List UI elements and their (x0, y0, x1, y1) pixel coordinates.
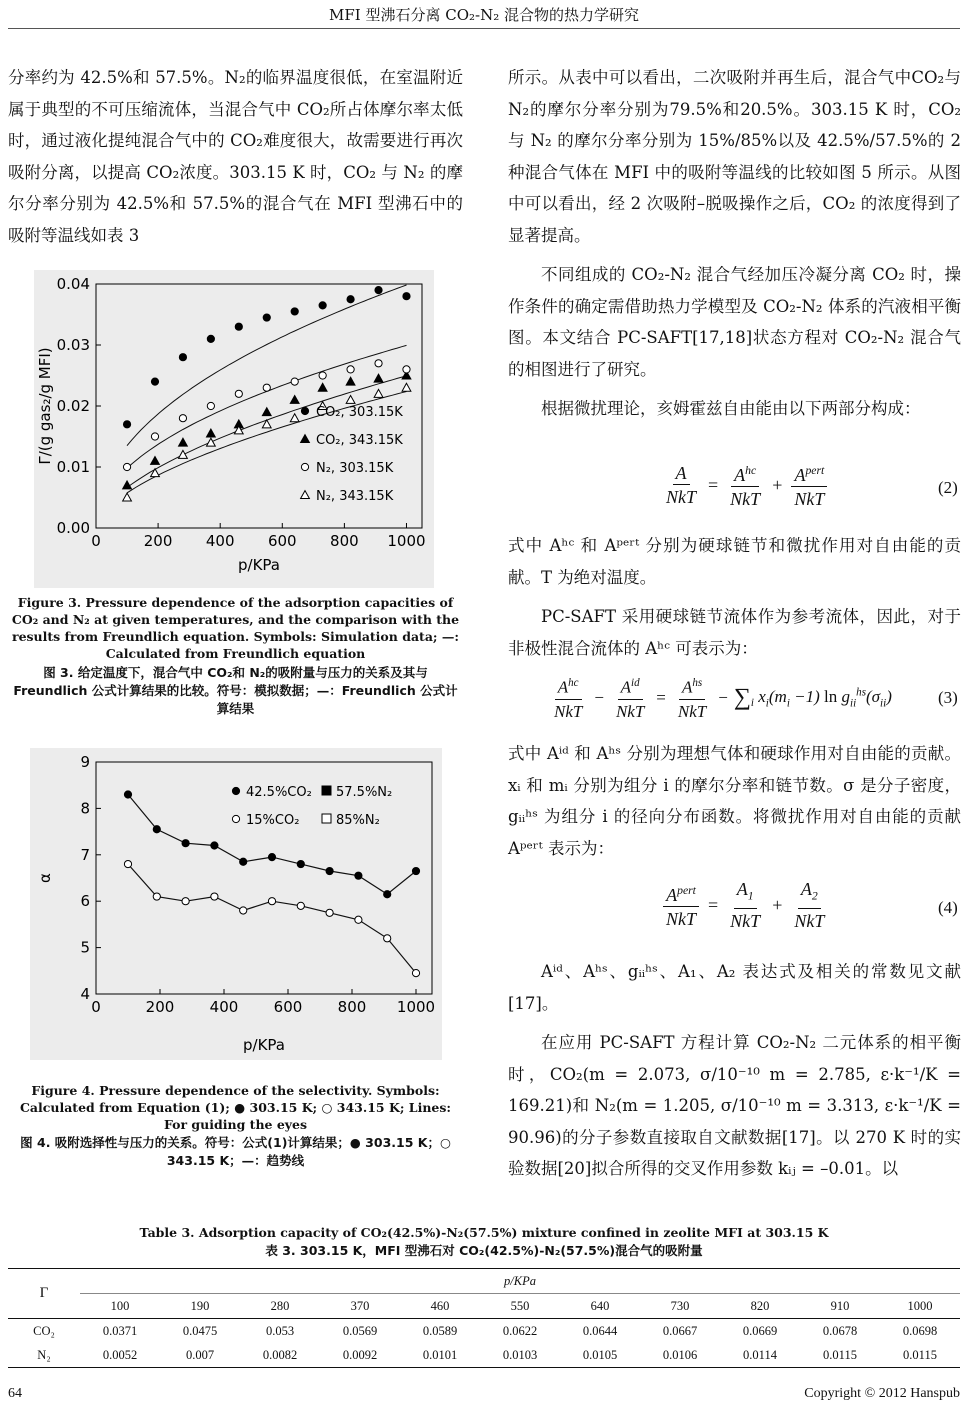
x-tick-label: 800 (330, 532, 359, 550)
legend-marker (301, 463, 308, 470)
data-point-series-2 (151, 433, 158, 440)
legend-label: 57.5%N₂ (336, 785, 393, 800)
legend-label: N₂, 343.15K (316, 489, 394, 504)
table-cell: 0.0667 (662, 1323, 698, 1338)
data-point-series-0 (153, 826, 160, 833)
data-point-series-1 (355, 916, 362, 923)
data-point-series-0 (211, 842, 218, 849)
data-point-series-1 (326, 909, 333, 916)
table-cell: 0.0115 (823, 1347, 857, 1362)
copyright: Copyright © 2012 Hanspub (804, 1386, 960, 1401)
right-paragraph-2: 不同组成的 CO₂-N₂ 混合气经加压冷凝分离 CO₂ 时，操作条件的确定需借助热力学模型及 CO₂-N₂ 体系的汽液相平衡图。本文结合 PC-SAFT[17,18]状态方程对 CO₂-N₂ 混合气的相图进行了研究。 (508, 265, 961, 379)
table-row (8, 1319, 960, 1344)
y-tick-label: 0.02 (56, 397, 90, 415)
x-tick-label: 0 (91, 532, 101, 550)
table-cell: 0.0371 (102, 1323, 138, 1338)
table-cell: 0.0669 (742, 1323, 778, 1338)
data-point-series-0 (263, 314, 270, 321)
data-point-series-2 (235, 390, 242, 397)
figure-3-caption-zh: 图 3. 给定温度下，混合气中 CO₂和 N₂的吸附量与压力的关系及其与 Freundlich 公式计算结果的比较。符号：模拟数据；—：Freundlich 公式计算结果 (13, 665, 458, 716)
x-tick-label: 600 (273, 998, 303, 1016)
figure-4-chart (30, 748, 442, 1060)
table-pressure-label: p/KPa (80, 1269, 960, 1294)
equation-4-number: (4) (938, 898, 958, 917)
data-point-series-0 (326, 867, 333, 874)
data-point-series-2 (319, 372, 326, 379)
legend-label: CO₂, 343.15K (316, 433, 403, 448)
table-cell: 0.0092 (342, 1347, 378, 1362)
data-point-series-0 (347, 296, 354, 303)
right-paragraph-4: 式中 Aʰᶜ 和 Aᵖᵉʳᵗ 分别为硬球链节和微扰作用对自由能的贡献。T 为绝对温度。 (508, 536, 961, 587)
table-cell: 0.0589 (422, 1323, 458, 1338)
table-cell: 0.0678 (822, 1323, 858, 1338)
page-number: 64 (8, 1386, 22, 1401)
legend-label: N₂, 303.15K (316, 461, 394, 476)
legend-label: 85%N₂ (336, 813, 380, 828)
data-point-series-0 (182, 840, 189, 847)
table-header-cell: 280 (270, 1298, 290, 1313)
data-point-series-2 (263, 384, 270, 391)
data-point-series-0 (240, 858, 247, 865)
data-point-series-0 (123, 421, 130, 428)
data-point-series-2 (123, 463, 130, 470)
data-point-series-0 (412, 867, 419, 874)
data-point-series-1 (240, 907, 247, 914)
table-cell: 0.0644 (582, 1323, 618, 1338)
right-paragraph-8: 在应用 PC-SAFT 方程计算 CO₂-N₂ 二元体系的相平衡时，CO₂(m = 2.073, σ/10⁻¹⁰ m = 2.785, ε·k⁻¹/K = 169.21)和 N₂(m = 1.205, σ/10⁻¹⁰ m = 3.313, ε·k⁻¹/K = 90.96)的分子参数直接取自文献数据[17]。以 270 K 时的实验数据[20]拟合所得的交叉作用参数 kᵢⱼ = –0.01。以 (508, 1033, 961, 1178)
table-cell: 0.0052 (102, 1347, 138, 1362)
x-tick-label: 800 (337, 998, 367, 1016)
y-axis-label: Γ/(g gas₂/g MFI) (36, 347, 54, 465)
x-tick-label: 1000 (387, 532, 426, 550)
data-point-series-0 (355, 872, 362, 879)
right-column-bottom (508, 956, 961, 1185)
left-column (8, 62, 463, 251)
table-cell: 0.0475 (182, 1323, 218, 1338)
x-tick-label: 400 (205, 532, 235, 550)
y-tick-label: 4 (80, 985, 90, 1003)
right-column-lower (508, 738, 961, 864)
data-point-series-2 (403, 366, 410, 373)
data-point-series-1 (268, 898, 275, 905)
y-tick-label: 9 (80, 753, 90, 771)
x-tick-label: 0 (91, 998, 101, 1016)
data-point-series-1 (211, 893, 218, 900)
data-point-series-2 (207, 402, 214, 409)
table-row-label: CO₂ (33, 1323, 55, 1338)
table-cell: 0.0622 (502, 1323, 538, 1338)
table-header-cell: 100 (110, 1298, 130, 1313)
table-header-cell: 730 (670, 1298, 690, 1313)
data-point-series-0 (384, 891, 391, 898)
data-point-series-1 (412, 970, 419, 977)
data-point-series-0 (151, 378, 158, 385)
table-header-cell: 820 (750, 1298, 770, 1313)
table-row-label: N₂ (37, 1347, 51, 1362)
table-header-cell: 190 (190, 1298, 210, 1313)
x-axis-label: p/KPa (238, 556, 280, 574)
table-cell: 0.0103 (502, 1347, 538, 1362)
left-paragraph: 分率约为 42.5%和 57.5%。N₂的临界温度很低，在室温附近属于典型的不可压缩流体，当混合气中 CO₂所占体摩尔率太低时，通过液化提纯混合气中的 CO₂难度很大，故需要进行再次吸附分离，以提高 CO₂浓度。303.15 K 时，CO₂ 与 N₂ 的摩尔分率分别为 42.5%和 57.5%的混合气在 MFI 型沸石中的吸附等温线如表 3 (8, 68, 463, 245)
table-row (8, 1343, 960, 1368)
data-point-series-0 (179, 354, 186, 361)
table-header-cell: 460 (430, 1298, 450, 1313)
equation-2-number: (2) (938, 478, 958, 497)
x-tick-label: 600 (267, 532, 297, 550)
x-tick-label: 400 (209, 998, 239, 1016)
figure-4-caption-zh: 图 4. 吸附选择性与压力的关系。符号：公式(1)计算结果；● 303.15 K；○ 343.15 K；—：趋势线 (20, 1135, 451, 1168)
right-paragraph-6: 式中 Aⁱᵈ 和 Aʰˢ 分别为理想气体和硬球作用对自由能的贡献。xᵢ 和 mᵢ 分别为组分 i 的摩尔分率和链节数。σ 是分子密度，gᵢᵢʰˢ 为组分 i 的径向分布函数。将微扰作用对自由能的贡献 Aᵖᵉʳᵗ 表示为： (508, 744, 961, 858)
table-cell: 0.0105 (582, 1347, 618, 1362)
data-point-series-0 (235, 323, 242, 330)
data-point-series-2 (347, 366, 354, 373)
data-point-series-1 (297, 902, 304, 909)
data-point-series-1 (124, 860, 131, 867)
legend-marker (232, 815, 239, 822)
data-point-series-0 (268, 854, 275, 861)
table-cell: 0.0114 (743, 1347, 777, 1362)
equation-2: $\frac{A}{\text{NkT}}$ = $\frac{A^{hc}}{\text{NkT}}$ + $\frac{A^{pert}}{\text{NkT}}$ (660, 460, 830, 511)
table-header-cell: 910 (830, 1298, 850, 1313)
table-header-cell: 640 (590, 1298, 610, 1313)
figure-3-chart (34, 270, 434, 588)
legend-label: 42.5%CO₂ (246, 785, 312, 800)
data-point-series-2 (179, 415, 186, 422)
header-rule (8, 28, 960, 29)
right-paragraph-3: 根据微扰理论，亥姆霍兹自由能由以下两部分构成： (541, 399, 921, 418)
data-point-series-0 (375, 287, 382, 294)
data-point-series-0 (124, 791, 131, 798)
data-point-series-0 (319, 302, 326, 309)
data-point-series-0 (297, 860, 304, 867)
data-point-series-0 (403, 293, 410, 300)
data-point-series-0 (207, 335, 214, 342)
y-axis-label: α (36, 873, 54, 883)
equation-3: $\frac{A^{hc}}{\text{NkT}}$ − $\frac{A^{id}}{\text{NkT}}$ = $\frac{A^{hs}}{\text{NkT}}$ − $\sum_i$ $x_i(m_i -1)$ $\ln g_{ii}^{hs}(\sigma_{ii})$ (548, 672, 892, 724)
table-cell: 0.0115 (903, 1347, 937, 1362)
data-point-series-0 (291, 308, 298, 315)
right-paragraph-7: Aⁱᵈ、Aʰˢ、gᵢᵢʰˢ、A₁、A₂ 表达式及相关的常数见文献[17]。 (508, 962, 961, 1013)
y-tick-label: 5 (80, 938, 90, 957)
y-tick-label: 0.03 (56, 336, 90, 354)
y-tick-label: 0.01 (56, 458, 90, 476)
legend-marker (232, 787, 239, 794)
data-point-series-1 (153, 893, 160, 900)
table-3-title-en: Table 3. Adsorption capacity of CO₂(42.5%)-N₂(57.5%) mixture confined in zeolite MFI at 303.15 K (139, 1225, 829, 1240)
y-tick-label: 0.04 (56, 275, 90, 293)
legend-square-marker (322, 814, 331, 823)
table-body (8, 1319, 960, 1368)
data-point-series-1 (384, 935, 391, 942)
table-header-cell: 370 (350, 1298, 370, 1313)
legend-square-marker (322, 786, 331, 795)
x-tick-label: 200 (143, 532, 173, 550)
legend-marker (301, 407, 308, 414)
table-3 (8, 1268, 960, 1368)
right-paragraph-5: PC-SAFT 采用硬球链节流体作为参考流体，因此，对于非极性混合流体的 Aʰᶜ 可表示为： (508, 607, 961, 658)
table-cell: 0.0569 (342, 1323, 378, 1338)
y-tick-label: 6 (80, 892, 90, 911)
data-point-series-2 (375, 360, 382, 367)
y-tick-label: 8 (80, 799, 90, 818)
legend-label: CO₂, 303.15K (316, 405, 403, 420)
figure-3-caption-en: Figure 3. Pressure dependence of the adsorption capacities of CO₂ and N₂ at given temperatures, and the comparison with the results from Freundlich equation. Symbols: Simulation data; —: Calculated from Freundlich equation (11, 595, 460, 661)
equation-4: $\frac{A^{pert}}{\text{NkT}}$ = $\frac{A_1}{\text{NkT}}$ + $\frac{A_2}{\text{NkT}}$ (660, 878, 830, 933)
x-axis-label: p/KPa (243, 1036, 285, 1054)
table-header-cell: 1000 (907, 1298, 933, 1313)
y-tick-label: 0.00 (56, 519, 90, 537)
running-header: MFI 型沸石分离 CO₂-N₂ 混合物的热力学研究 (329, 6, 639, 24)
table-header-cell: 550 (510, 1298, 530, 1313)
table-cell: 0.0082 (262, 1347, 298, 1362)
data-point-series-2 (291, 378, 298, 385)
right-paragraph-1: 所示。从表中可以看出，二次吸附并再生后，混合气中CO₂与N₂的摩尔分率分别为79.5%和20.5%。303.15 K 时，CO₂ 与 N₂ 的摩尔分率分别为 15%/85%以及 42.5%/57.5%的 2 种混合气体在 MFI 中的吸附等温线的比较如图 5 所示。从图中可以看出，经 2 次吸附–脱吸操作之后，CO₂ 的浓度得到了显著提高。 (508, 68, 961, 245)
legend-label: 15%CO₂ (246, 813, 300, 828)
y-tick-label: 7 (80, 845, 90, 864)
table-cell: 0.0101 (422, 1347, 458, 1362)
right-column-mid (508, 530, 961, 664)
right-column (508, 62, 961, 425)
table-cell: 0.007 (185, 1347, 215, 1362)
equation-3-number: (3) (938, 688, 958, 707)
table-header-row (8, 1294, 960, 1319)
x-tick-label: 200 (145, 998, 175, 1016)
x-tick-label: 1000 (396, 998, 436, 1016)
table-3-title-zh: 表 3. 303.15 K，MFI 型沸石对 CO₂(42.5%)-N₂(57.5%)混合气的吸附量 (265, 1243, 703, 1258)
figure-4-caption-en: Figure 4. Pressure dependence of the selectivity. Symbols: Calculated from Equation (1); ● 303.15 K; ○ 343.15 K; Lines: For guiding the eyes (19, 1083, 452, 1132)
data-point-series-1 (182, 898, 189, 905)
table-cell: 0.0106 (662, 1347, 698, 1362)
table-cell: 0.0698 (902, 1323, 938, 1338)
table-cell: 0.053 (265, 1323, 295, 1338)
table-corner: Γ (39, 1285, 49, 1301)
